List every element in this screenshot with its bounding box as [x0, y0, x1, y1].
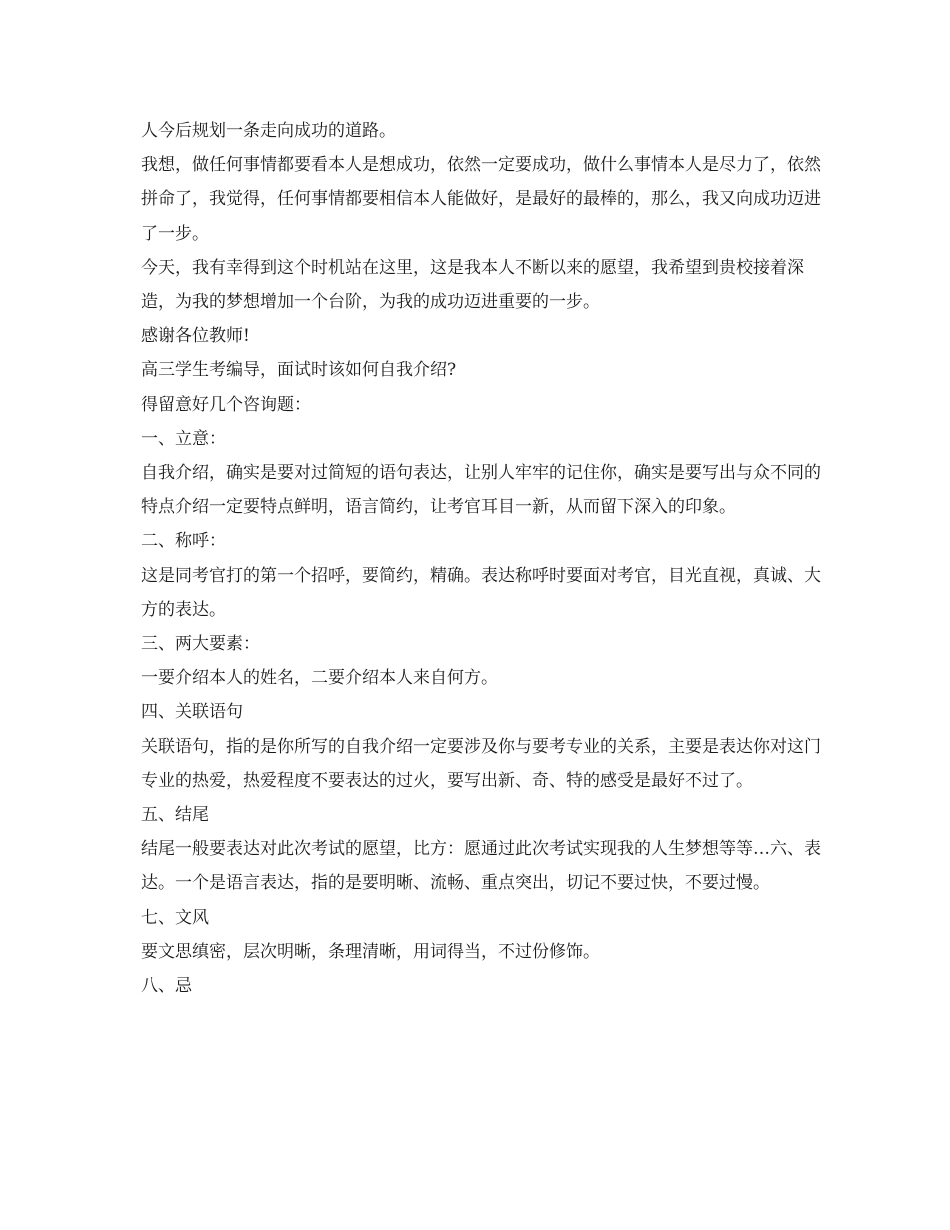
section-heading: 四、关联语句 — [141, 702, 243, 723]
paragraph: 关联语句，指的是你所写的自我介绍一定要涉及你与要考专业的关系，主要是表达你对这门专业的热爱，热爱程度不要表达的过火，要写出新、奇、特的感受是最好不过了。 — [141, 736, 821, 791]
document-body — [141, 114, 831, 1003]
paragraph: 今天，我有幸得到这个时机站在这里，这是我本人不断以来的愿望，我希望到贵校接着深造，为我的梦想增加一个台阶，为我的成功迈进重要的一步。 — [141, 257, 804, 313]
paragraph: 人今后规划一条走向成功的道路。 — [141, 121, 396, 141]
paragraph: 高三学生考编导，面试时该如何自我介绍? — [141, 360, 457, 381]
section-heading: 八、忌 — [141, 976, 192, 997]
paragraph: 自我介绍，确实是要对过简短的语句表达，让别人牢牢的记住你，确实是要写出与众不同的特点介绍一定要特点鲜明，语言简约，让考官耳目一新，从而留下深入的印象。 — [141, 463, 821, 518]
paragraph: 这是同考官打的第一个招呼，要简约，精确。表达称呼时要面对考官，目光直视，真诚、大方的表达。 — [141, 565, 821, 620]
paragraph: 我想，做任何事情都要看本人是想成功，依然一定要成功，做什么事情本人是尽力了，依然拼命了，我觉得，任何事情都要相信本人能做好，是最好的最棒的，那么，我又向成功迈进了一步。 — [141, 155, 821, 244]
paragraph: 结尾一般要表达对此次考试的愿望，比方：愿通过此次考试实现我的人生梦想等等…六、表达。一个是语言表达，指的是要明晰、流畅、重点突出，切记不要过快，不要过慢。 — [141, 839, 821, 894]
section-heading: 一、立意： — [141, 428, 226, 449]
section-heading: 二、称呼： — [141, 531, 226, 552]
paragraph: 得留意好几个咨询题： — [141, 394, 311, 415]
section-heading: 三、两大要素： — [141, 634, 260, 655]
paragraph: 一要介绍本人的姓名，二要介绍本人来自何方。 — [141, 668, 498, 689]
paragraph: 要文思缜密，层次明晰，条理清晰，用词得当，不过份修饰。 — [141, 941, 600, 962]
section-heading: 七、文风 — [141, 907, 209, 928]
section-heading: 五、结尾 — [141, 805, 209, 826]
paragraph: 感谢各位教师! — [141, 326, 250, 347]
